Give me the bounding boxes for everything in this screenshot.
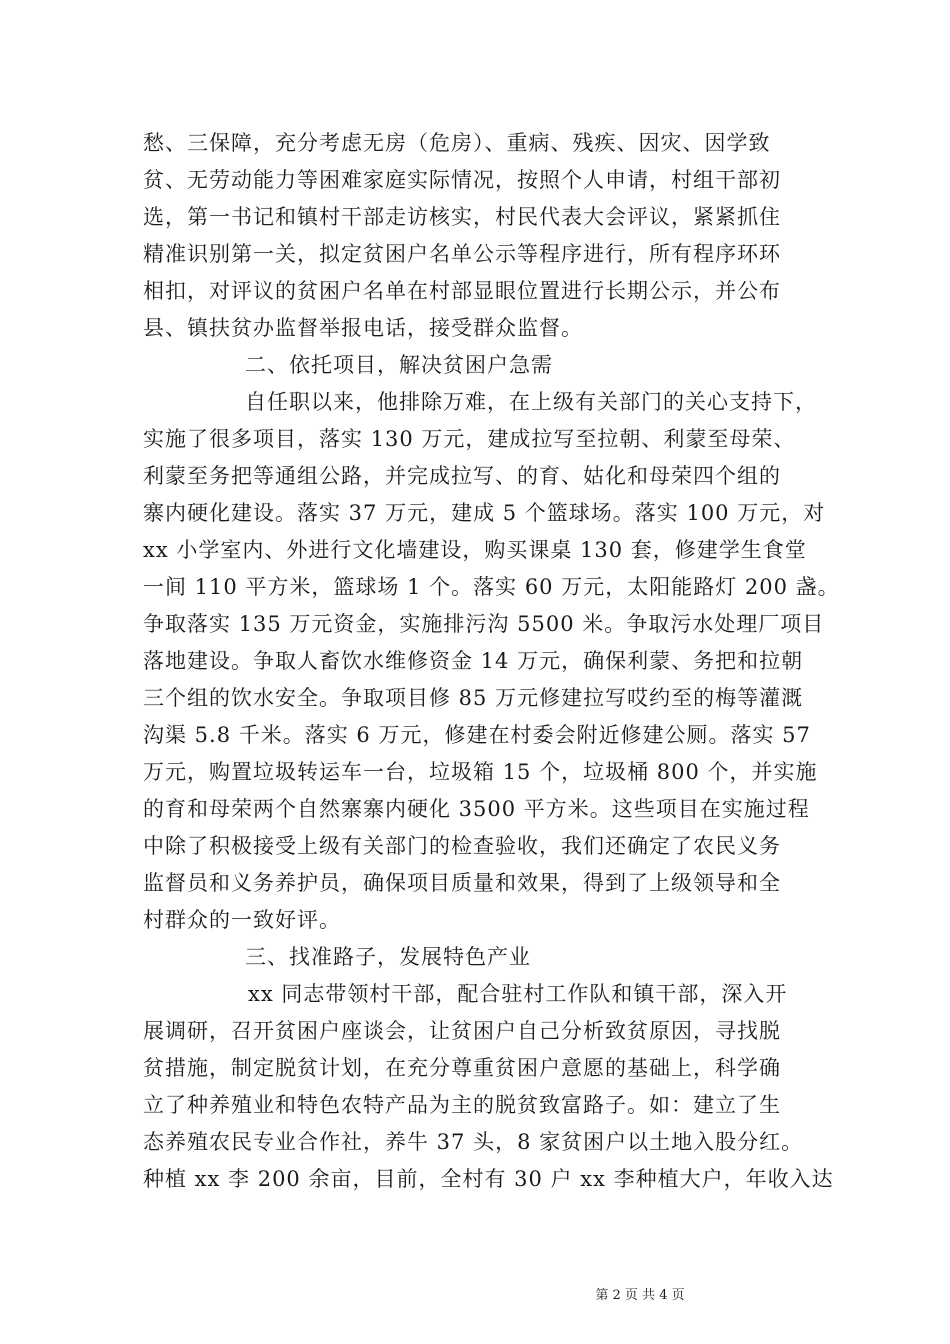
paragraph-line: 相扣，对评议的贫困户名单在村部显眼位置进行长期公示，并公布 [143, 279, 781, 303]
paragraph-line: xx 同志带领村干部，配合驻村工作队和镇干部，深入开 [248, 982, 788, 1006]
paragraph-line: 愁、三保障，充分考虑无房（危房）、重病、残疾、因灾、因学致 [143, 131, 771, 155]
paragraph-line: 争取落实 135 万元资金，实施排污沟 5500 米。争取污水处理厂项目 [143, 612, 825, 636]
paragraph-line: 寨内硬化建设。落实 37 万元，建成 5 个篮球场。落实 100 万元，对 [143, 501, 826, 525]
paragraph-line: 态养殖农民专业合作社，养牛 37 头，8 家贫困户以土地入股分红。 [143, 1130, 804, 1154]
section-heading: 三、找准路子，发展特色产业 [245, 945, 531, 969]
paragraph-line: 贫措施，制定脱贫计划，在充分尊重贫困户意愿的基础上，科学确 [143, 1056, 781, 1080]
paragraph-line: 贫、无劳动能力等困难家庭实际情况，按照个人申请，村组干部初 [143, 168, 781, 192]
paragraph-line: 县、镇扶贫办监督举报电话，接受群众监督。 [143, 316, 583, 340]
paragraph-line: 沟渠 5.8 千米。落实 6 万元，修建在村委会附近修建公厕。落实 57 [143, 723, 811, 747]
paragraph-line: 实施了很多项目，落实 130 万元，建成拉写至拉朝、利蒙至母荣、 [143, 427, 796, 451]
paragraph-line: 展调研，召开贫困户座谈会，让贫困户自己分析致贫原因，寻找脱 [143, 1019, 781, 1043]
paragraph-line: 选，第一书记和镇村干部走访核实，村民代表大会评议，紧紧抓住 [143, 205, 781, 229]
paragraph-line: 中除了积极接受上级有关部门的检查验收，我们还确定了农民义务 [143, 834, 781, 858]
paragraph-line: 一间 110 平方米，篮球场 1 个。落实 60 万元，太阳能路灯 200 盏。 [143, 575, 840, 599]
paragraph-line: 落地建设。争取人畜饮水维修资金 14 万元，确保利蒙、务把和拉朝 [143, 649, 804, 673]
page-number-footer: 第 2 页 共 4 页 [595, 1288, 685, 1303]
paragraph-line: 监督员和义务养护员，确保项目质量和效果，得到了上级领导和全 [143, 871, 781, 895]
paragraph-line: xx 小学室内、外进行文化墙建设，购买课桌 130 套，修建学生食堂 [143, 538, 807, 562]
section-heading: 二、依托项目，解决贫困户急需 [245, 353, 553, 377]
paragraph-line: 村群众的一致好评。 [143, 908, 341, 932]
paragraph-line: 三个组的饮水安全。争取项目修 85 万元修建拉写哎约至的梅等灌溉 [143, 686, 804, 710]
paragraph-line: 万元，购置垃圾转运车一台，垃圾箱 15 个，垃圾桶 800 个，并实施 [143, 760, 818, 784]
paragraph-line: 精准识别第一关，拟定贫困户名单公示等程序进行，所有程序环环 [143, 242, 781, 266]
paragraph-line: 利蒙至务把等通组公路，并完成拉写、的育、姑化和母荣四个组的 [143, 464, 781, 488]
paragraph-line: 种植 xx 李 200 余亩，目前，全村有 30 户 xx 李种植大户，年收入达 [143, 1167, 834, 1191]
paragraph-line: 立了种养殖业和特色农特产品为主的脱贫致富路子。如：建立了生 [143, 1093, 781, 1117]
paragraph-line: 的育和母荣两个自然寨寨内硬化 3500 平方米。这些项目在实施过程 [143, 797, 810, 821]
paragraph-line: 自任职以来，他排除万难，在上级有关部门的关心支持下， [245, 390, 817, 414]
